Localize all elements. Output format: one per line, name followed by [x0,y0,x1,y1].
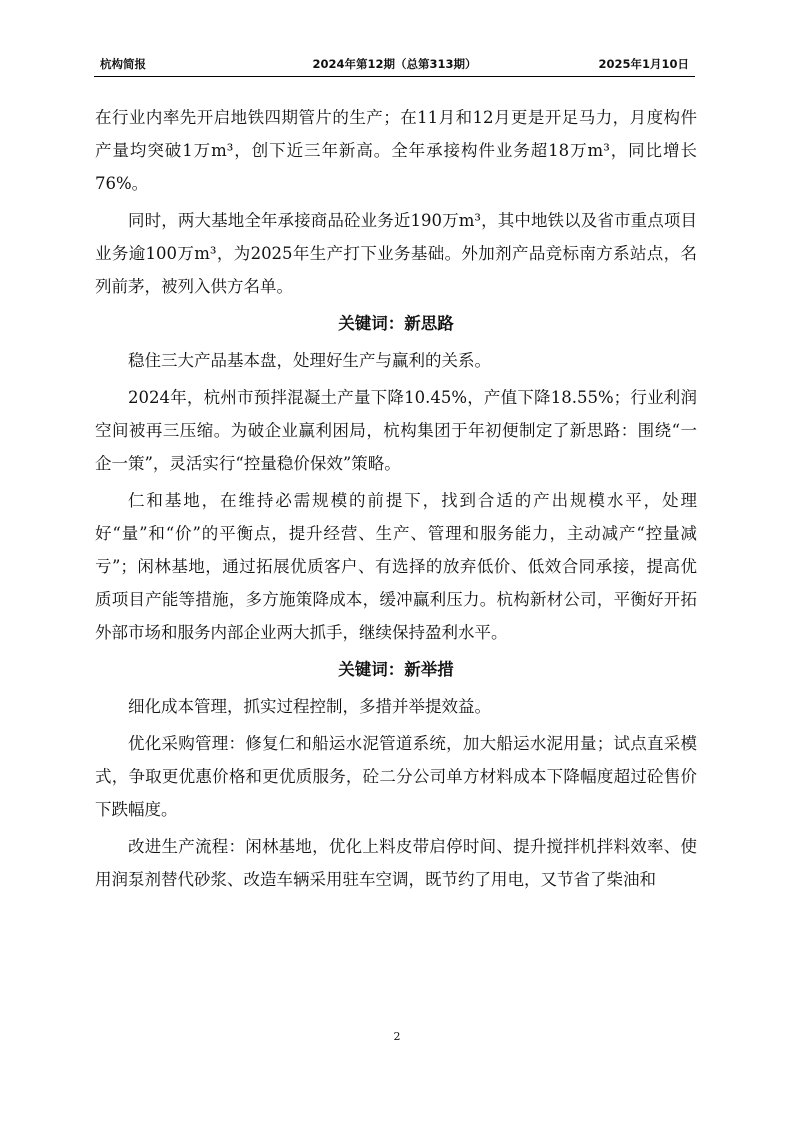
paragraph-1: 在行业内率先开启地铁四期管片的生产；在11月和12月更是开足马力，月度构件产量均突破1万m³，创下近三年新高。全年承接构件业务超18万m³，同比增长76%。 [95,108,697,193]
article-body [95,101,697,900]
paragraph-4: 2024年，杭州市预拌混凝土产量下降10.45%，产值下降18.55%；行业利润空间被再三压缩。为破企业赢利困局，杭构集团于年初便制定了新思路：围绕“一企一策”，灵活实行“控量稳价保效”策略。 [95,388,697,473]
section-heading-new-measures: 关键词：新举措 [338,660,454,679]
paragraph-5: 仁和基地，在维持必需规模的前提下，找到合适的产出规模水平，处理好“量”和“价”的平衡点，提升经营、生产、管理和服务能力，主动减产“控量减亏”；闲林基地，通过拓展优质客户、有选择的放弃低价、低效合同承接，提高优质项目产能等措施，多方施策降成本，缓冲赢利压力。杭构新材公司，平衡好开拓外部市场和服务内部企业两大抓手，继续保持盈利水平。 [95,491,697,642]
paragraph-6: 细化成本管理，抓实过程控制，多措并举提效益。 [128,697,491,716]
paragraph-3: 稳住三大产品基本盘，处理好生产与赢利的关系。 [128,351,491,370]
page-header [94,52,695,77]
paragraph-7: 优化采购管理：修复仁和船运水泥管道系统，加大船运水泥用量；试点直采模式，争取更优惠价格和更优质服务，砼二分公司单方材料成本下降幅度超过砼售价下跌幅度。 [95,734,697,819]
paragraph-2: 同时，两大基地全年承接商品砼业务近190万m³，其中地铁以及省市重点项目业务逾100万m³，为2025年生产打下业务基础。外加剂产品竞标南方系站点，名列前茅，被列入供方名单。 [95,211,697,296]
header-issue-number: 2024年第12期（总第313期） [312,57,477,71]
page-number: 2 [393,1030,401,1043]
header-date: 2025年1月10日 [598,57,689,71]
section-heading-new-thinking: 关键词：新思路 [338,314,454,333]
header-publication-name: 杭构简报 [100,57,146,71]
paragraph-8: 改进生产流程：闲林基地，优化上料皮带启停时间、提升搅拌机拌料效率、使用润泵剂替代砂浆、改造车辆采用驻车空调，既节约了用电，又节省了柴油和 [95,837,697,889]
